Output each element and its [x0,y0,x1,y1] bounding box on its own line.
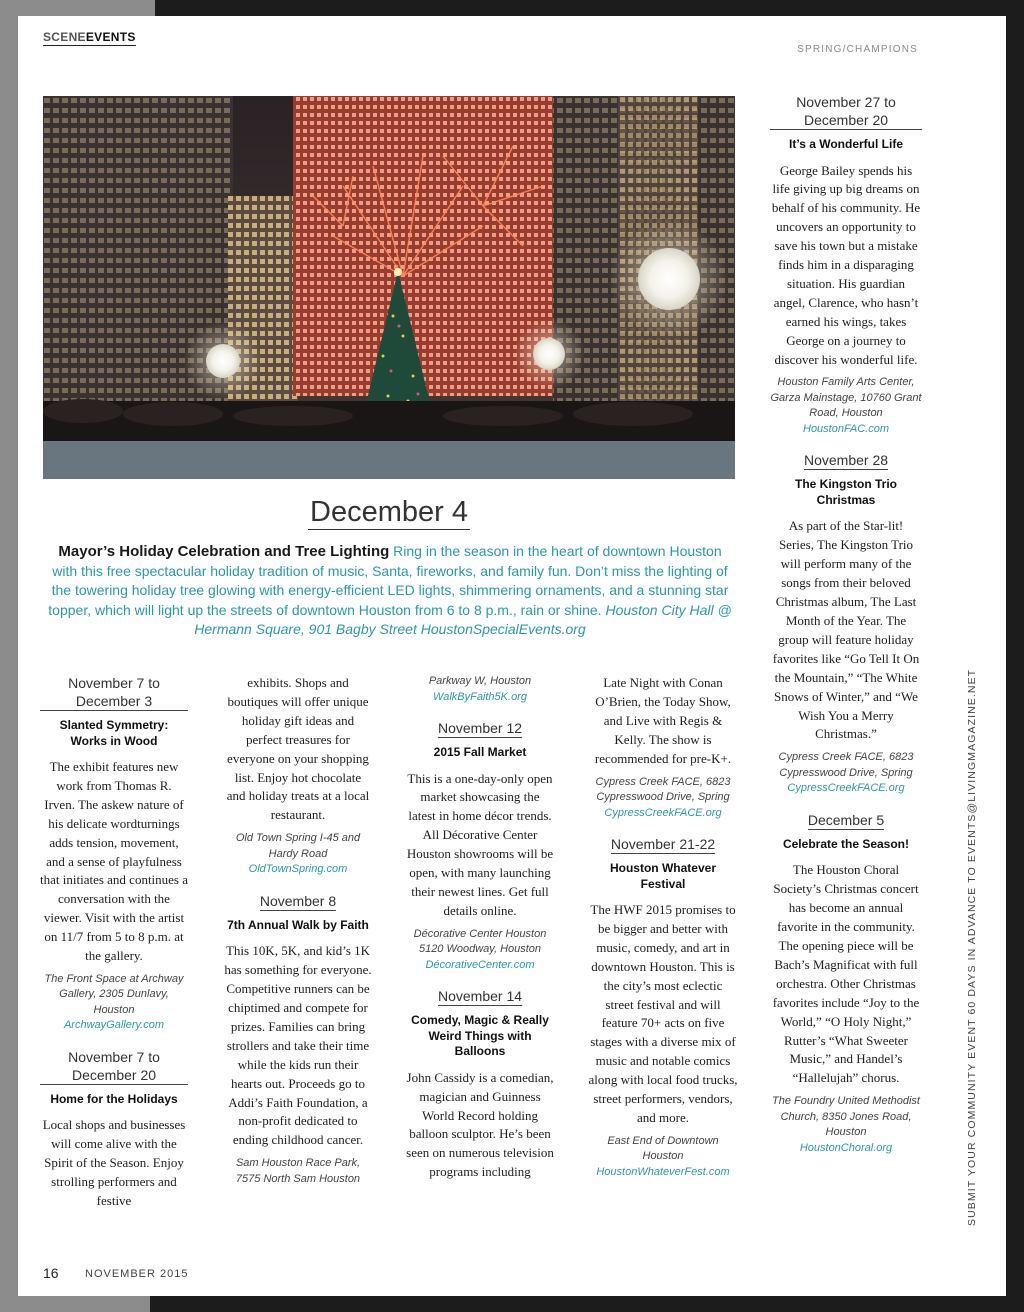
event-date: November 7 to December 20 [40,1048,188,1085]
event-description: Local shops and businesses will come alive with the Spirit of the Season. Enjoy strolling performers and festive [42,1117,186,1209]
hero-date-text: December 4 [310,496,468,528]
event-website[interactable]: WalkByFaith5K.org [433,690,527,703]
hero-body: Ring in the season in the heart of downtown Houston with this free spectacular holiday tradition of music, Santa, fireworks, and family fun. Don’t miss the lighting of the towering holiday tree glowing with energy-efficient LED lights, shimmering ornaments, and a stunning star topper, which will light up the streets of downtown Houston from 6 to 8 p.m., rain or shine. [48,543,729,618]
event-website[interactable]: HoustonFAC.com [803,422,889,435]
event-description: exhibits. Shops and boutiques will offer unique holiday gift ideas and perfect treasures for everyone on your shopping list. Enjoy hot chocolate and holiday treats at a local restaurant. [226,675,370,823]
event-venue: Parkway W, Houston [428,675,532,687]
event-title: 2015 Fall Market [433,745,527,759]
event-slanted-symmetry [40,674,188,1034]
section-tag [43,30,136,46]
frame-top-black [155,0,1024,16]
event-home-for-holidays [40,1048,188,1211]
submit-events-vertical-text: SUBMIT YOUR COMMUNITY EVENT 60 DAYS IN ADVANCE TO EVENTS@LIVINGMAGAZINE.NET [966,668,978,1226]
event-website[interactable]: CypressCreekFACE.org [604,806,722,819]
subsection-label: SPRING/CHAMPIONS [797,44,918,55]
event-title: Comedy, Magic & Really Weird Things with Balloons [411,1013,549,1059]
frame-bottom-gray [0,1296,150,1312]
event-title: Home for the Holidays [50,1091,178,1106]
event-title: 7th Annual Walk by Faith [227,917,369,932]
event-title: Celebrate the Season! [782,836,910,851]
event-description: George Bailey spends his life giving up big dreams on behalf of his community. He uncovers an opportunity to save his town but a mistake finds him in a disparaging situation. His guardian angel, Clarence, who hasn’t earned his wings, takes George on a journey to discover his wonderful life. [771,162,921,367]
event-website[interactable]: ArchwayGallery.com [63,1019,165,1032]
event-wonderful-life [770,93,922,437]
event-comedy-magic-cont [588,674,738,821]
event-venue: Houston Family Arts Center, Garza Mainstage, 10760 Grant Road, Houston [770,376,922,420]
events-column-4 [588,674,738,1194]
event-description: This 10K, 5K, and kid’s 1K has something for everyone. Competitive runners can be chiptimed and compete for prizes. Families can bring strollers and take their time while the kids run their hearts out. Proceeds go to Addi’s Faith Foundation, a non-profit dedicated to ending childhood cancer. [224,943,372,1148]
event-title: Slanted Symmetry: Works in Wood [59,718,169,748]
event-title: Houston Whatever Festival [609,861,716,891]
hero-title: Mayor’s Holiday Celebration and Tree Lighting [58,543,390,560]
tree-lighting-photo-illustration [43,96,735,479]
event-venue: Cypress Creek FACE, 6823 Cypresswood Drive, Spring [778,751,914,779]
event-venue: East End of Downtown Houston [607,1134,719,1163]
issue-date: NOVEMBER 2015 [85,1268,189,1280]
frame-top-gray [0,0,155,16]
event-date: November 7 to December 3 [40,674,188,711]
event-description: The HWF 2015 promises to be bigger and better with music, comedy, and art in downtown Houston. This is the city’s most eclectic street festival and will feature 70+ acts on five stages with a diverse mix of music and notable comics along with local food trucks, street performers, vendors, and more. [588,902,738,1125]
event-website[interactable]: CypressCreekFACE.org [787,782,905,795]
event-website[interactable]: HoustonWhateverFest.com [596,1165,730,1178]
event-date: November 21-22 [610,836,716,853]
event-description: John Cassidy is a comedian, magician and Guinness World Record holding balloon sculptor. He’s been seen on numerous television programs including [406,1069,554,1180]
event-description: The Houston Choral Society’s Christmas concert has become an annual favorite in the community. The opening piece will be Bach’s Magnificat with full orchestra. Other Christmas favorites include “Joy to the World,” “O Holy Night,” Rutter’s “What Sweeter Music,” and Handel’s “Hallelujah” chorus. [772,862,920,1086]
event-venue: Décorative Center Houston 5120 Woodway, Houston [413,927,547,956]
event-fall-market [406,719,554,973]
event-venue: Old Town Spring I-45 and Hardy Road [235,832,361,860]
event-title: The Kingston Trio Christmas [795,477,897,507]
event-celebrate-season [770,811,922,1156]
hero-description [48,542,732,640]
hero-venue: Houston City Hall @ Hermann Square, 901 Bagby Street HoustonSpecialEvents.org [194,601,732,638]
page-number: 16 [43,1265,59,1281]
frame-left [0,0,18,1312]
event-venue: The Foundry United Methodist Church, 8350 Jones Road, Houston [772,1095,920,1139]
event-whatever-festival [588,835,738,1180]
event-website[interactable]: HoustonChoral.org [799,1141,893,1154]
event-website[interactable]: OldTownSpring.com [248,863,348,876]
event-venue: Sam Houston Race Park, 7575 North Sam Houston [235,1157,361,1185]
events-sidebar [770,93,922,1170]
event-title: It’s a Wonderful Life [788,137,903,151]
frame-bottom-black [150,1296,1024,1312]
event-date: November 12 [437,720,523,736]
event-walk-by-faith [224,892,372,1187]
event-comedy-magic [406,987,554,1182]
section-tag-light: SCENE [43,30,86,44]
event-venue: Cypress Creek FACE, 6823 Cypresswood Drive, Spring [595,775,731,804]
events-column-2 [224,674,372,1201]
event-description: Late Night with Conan O’Brien, the Today Show, and Live with Regis & Kelly. The show is recommended for pre-K+. [594,675,732,766]
event-date: November 8 [259,892,337,909]
event-date: November 14 [437,988,523,1005]
event-date: November 28 [803,452,889,469]
event-website[interactable]: DécorativeCenter.com [425,958,535,971]
events-column-1 [40,674,188,1225]
hero-date [43,496,735,529]
event-description: As part of the Star-lit! Series, The Kingston Trio will perform many of the songs from their beloved Christmas album, The Last Month of the Year. The group will feature holiday favorites like “Go Tell It On the Mountain,” “The White Snows of Winter,” and “We Wish You a Merry Christmas.” [772,518,920,742]
event-kingston-trio [770,451,922,796]
hero-photo [43,96,735,479]
event-venue: The Front Space at Archway Gallery, 2305 Dunlavy, Houston [44,972,184,1016]
event-walk-by-faith-cont [406,674,554,705]
event-date: December 5 [807,811,885,828]
events-column-3 [406,674,554,1196]
frame-right [1006,0,1024,1312]
event-description: This is a one-day-only open market showcasing the latest in home décor trends. All Décorative Center Houston showrooms will be open, with many launching their newest lines. Get full details online. [406,770,554,918]
section-tag-dark: EVENTS [85,30,136,44]
event-home-for-holidays-cont [224,674,372,878]
event-description: The exhibit features new work from Thomas R. Irven. The askew nature of his delicate wordturnings adds tension, movement, and a sense of playfulness that initiates and continues a conversation with the viewer. Visit with the artist on 11/7 from 5 to 8 p.m. at the gallery. [40,759,189,964]
event-date: November 27 to December 20 [770,93,922,130]
